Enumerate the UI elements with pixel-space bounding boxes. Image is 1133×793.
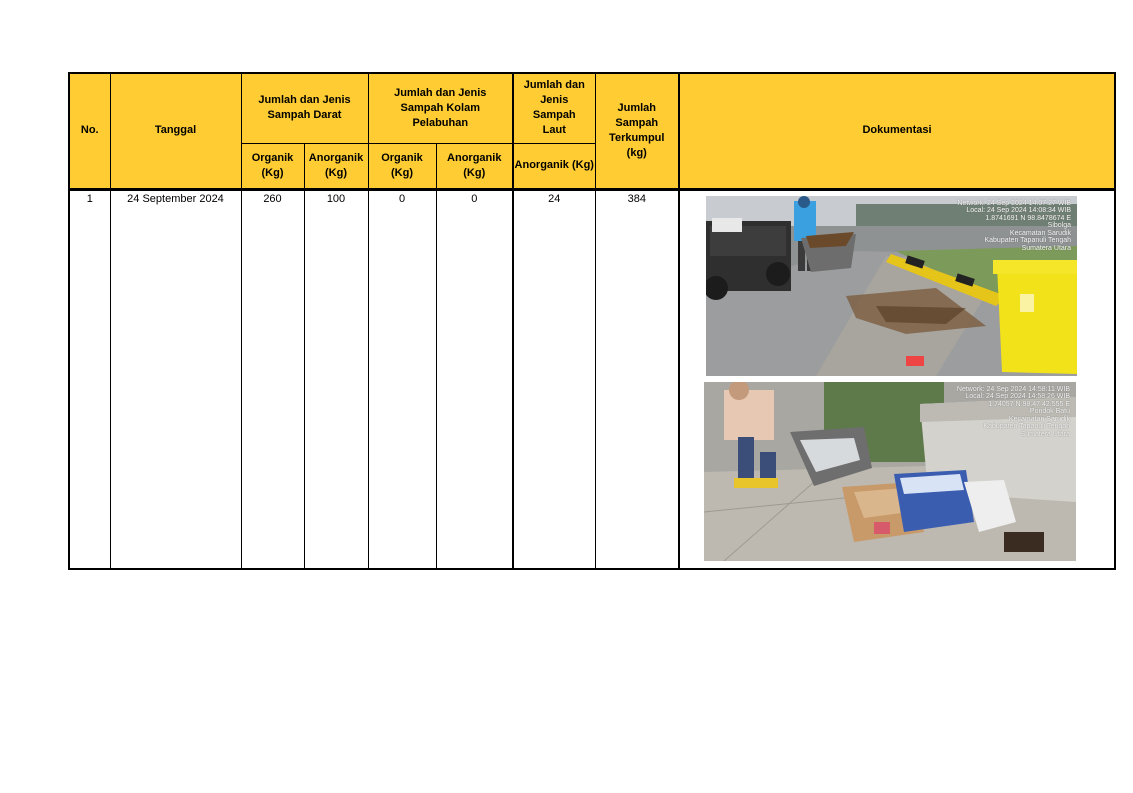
header-sampah-terkumpul: Jumlah Sampah Terkumpul (kg) [595, 73, 679, 189]
cell-kolam-anorganik: 0 [436, 189, 513, 569]
table-row [69, 189, 1115, 569]
header-sampah-darat: Jumlah dan Jenis Sampah Darat [241, 73, 368, 143]
cell-laut-anorganik: 24 [513, 189, 595, 569]
documentation-photo-1 [706, 196, 1077, 376]
cell-tanggal: 24 September 2024 [110, 189, 241, 569]
cell-darat-organik: 260 [241, 189, 304, 569]
documentation-photo-2 [704, 382, 1076, 561]
cell-terkumpul: 384 [595, 189, 679, 569]
cell-kolam-organik: 0 [368, 189, 436, 569]
cell-darat-anorganik: 100 [304, 189, 368, 569]
cell-no: 1 [69, 189, 110, 569]
header-laut-anorganik: Anorganik (Kg) [513, 143, 595, 189]
header-kolam-anorganik: Anorganik (Kg) [436, 143, 513, 189]
table-header [69, 73, 1115, 189]
photo-timestamp: Network: 24 Sep 2024 14:07:27 WIB Local: 24 Sep 2024 14:08:34 WIB 1.8741691 N 98.8478674 E Sibolga Kecamatan Sarudik Kabupaten Tapanuli Tengah Sumatera Utara [957, 199, 1072, 252]
header-darat-anorganik: Anorganik (Kg) [304, 143, 368, 189]
header-sampah-laut: Jumlah dan Jenis Sampah Laut [513, 73, 595, 143]
header-darat-organik: Organik (Kg) [241, 143, 304, 189]
waste-report-table [68, 72, 1116, 570]
header-sampah-kolam: Jumlah dan Jenis Sampah Kolam Pelabuhan [368, 73, 513, 143]
header-tanggal: Tanggal [110, 73, 241, 189]
header-dokumentasi: Dokumentasi [679, 73, 1115, 189]
header-no: No. [69, 73, 110, 189]
cell-dokumentasi [679, 189, 1115, 569]
photo-timestamp: Network: 24 Sep 2024 14:58:11 WIB Local: 24 Sep 2024 14:58:26 WIB 1.74057 N 98.47 42.555 E Pondok Batu Kecamatan Sarudik Kabupaten Tapanuli Tengah Sumatera Utara [956, 385, 1071, 438]
header-kolam-organik: Organik (Kg) [368, 143, 436, 189]
